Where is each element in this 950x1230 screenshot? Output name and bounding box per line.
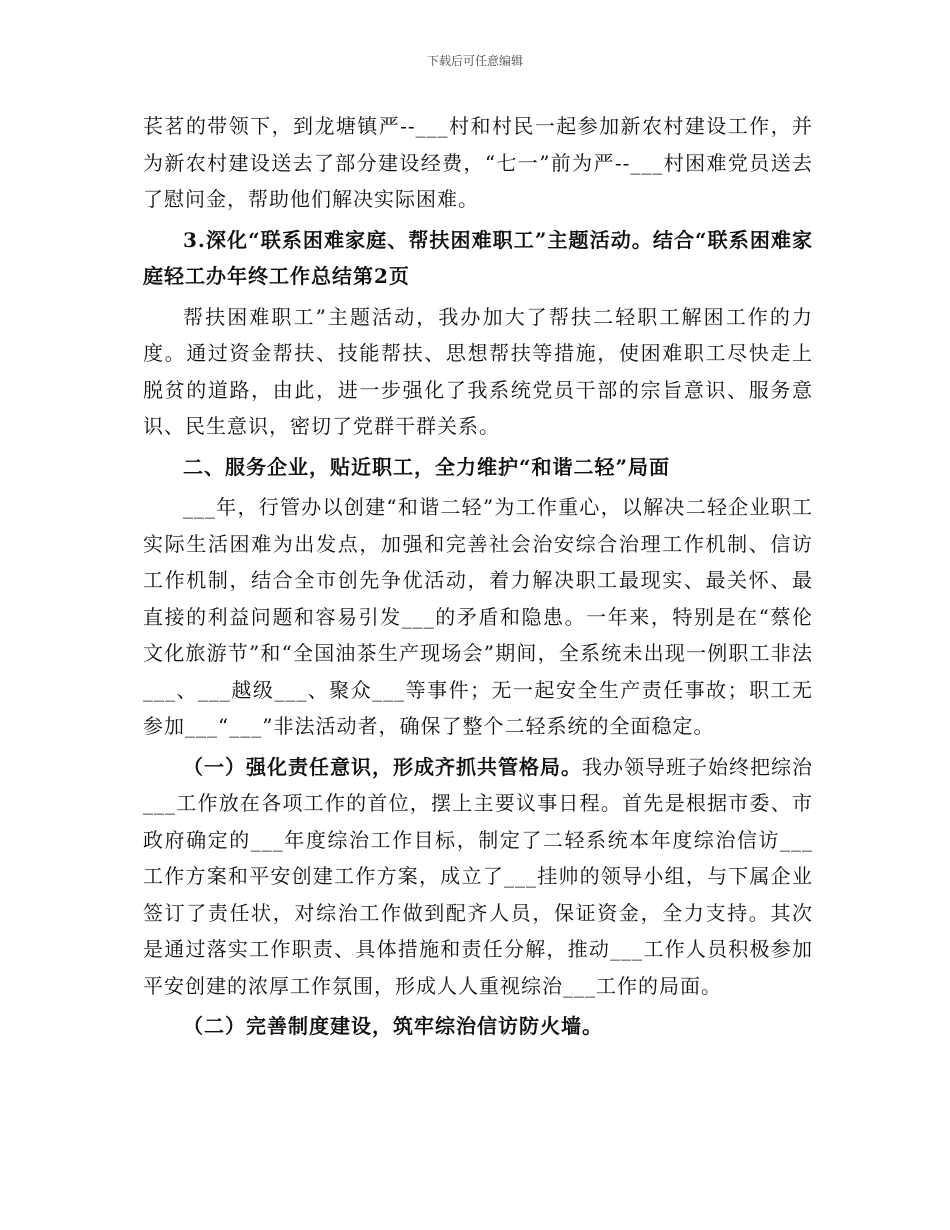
subheading-3: 3.深化“联系困难家庭、帮扶困难职工”主题活动。结合“联系困难家庭轻工办年终工作总结第2页 bbox=[143, 227, 813, 288]
subheading-2: （二）完善制度建设，筑牢综治信访防火墙。 bbox=[183, 1014, 603, 1038]
section-heading-2: 二、服务企业，贴近职工，全力维护“和谐二轻”局面 bbox=[183, 454, 671, 479]
paragraph-responsibility bbox=[143, 749, 813, 1005]
subheading-1: （一）强化责任意识，形成齐抓共管格局。 bbox=[183, 754, 582, 779]
document-body bbox=[143, 108, 813, 1045]
page-header: 下载后可任意编辑 bbox=[426, 54, 523, 68]
paragraph-harmony: ___年，行管办以创建“和谐二轻”为工作重心，以解决二轻企业职工实际生活困难为出发点，加强和完善社会治安综合治理工作机制、信访工作机制，结合全市创先争优活动，着力解决职工最现实、最关怀、最直接的利益问题和容易引发___的矛盾和隐患。一年来，特别是在“蔡伦文化旅游节”和“全国油茶生产现场会”期间，全系统未出现一例职工非法___、___越级___、聚众___等事件；无一起安全生产责任事故；职工无参加___“___”非法活动者，确保了整个二轻系统的全面稳定。 bbox=[143, 495, 813, 738]
paragraph-continuation: 苌茗的带领下，到龙塘镇严--___村和村民一起参加新农村建设工作，并为新农村建设送去了部分建设经费，“七一”前为严--___村困难党员送去了慰问金，帮助他们解决实际困难。 bbox=[143, 114, 813, 211]
paragraph-responsibility-text: 我办领导班子始终把综治___工作放在各项工作的首位，摆上主要议事日程。首先是根据市委、市政府确定的___年度综治工作目标，制定了二轻系统本年度综治信访___工作方案和平安创建工作方案，成立了___挂帅的领导小组，与下属企业签订了责任状，对综治工作做到配齐人员，保证资金，全力支持。其次是通过落实工作职责、具体措施和责任分解，推动___工作人员积极参加平安创建的浓厚工作氛围，形成人人重视综治___工作的局面。 bbox=[143, 754, 813, 998]
paragraph-assistance: 帮扶困难职工”主题活动，我办加大了帮扶二轻职工解困工作的力度。通过资金帮扶、技能帮扶、思想帮扶等措施，使困难职工尽快走上脱贫的道路，由此，进一步强化了我系统党员干部的宗旨意识、服务意识、民生意识，密切了党群干群关系。 bbox=[143, 304, 813, 438]
